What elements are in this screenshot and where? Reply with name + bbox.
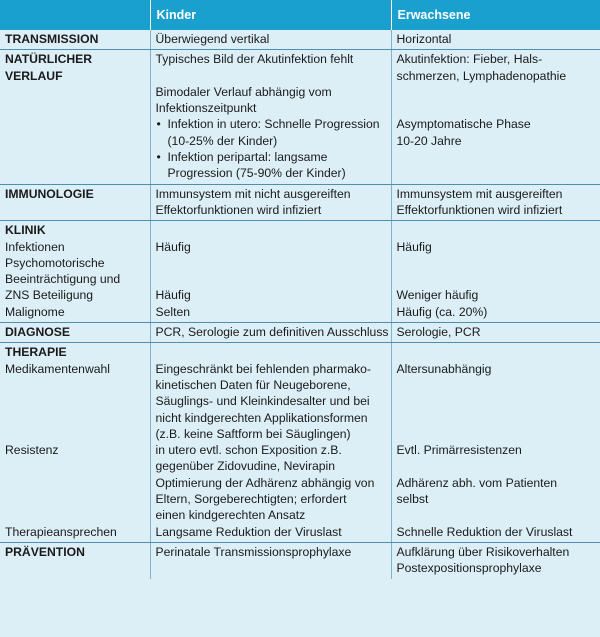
cell-text: kinetischen Daten für Neugeborene,: [155, 377, 351, 392]
sub-label: Psychomotorische: [5, 255, 105, 270]
erwachsene-cell: [391, 50, 600, 184]
cell-text: Eingeschränkt bei fehlenden pharmako-: [155, 361, 371, 376]
cell-text: (z.B. keine Saftform bei Säuglingen): [155, 426, 351, 441]
cell-text: Postexpositionsprophylaxe: [396, 561, 542, 576]
cell-text: einen kindgerechten Ansatz: [155, 508, 306, 523]
cell-text: Progression (75-90% der Kinder): [167, 166, 346, 181]
kinder-cell: [150, 50, 391, 184]
erwachsene-cell: [391, 542, 600, 578]
cell-text: gegenüber Zidovudine, Nevirapin: [155, 459, 336, 474]
cell-text: Aufklärung über Risikoverhalten: [396, 544, 570, 559]
label-cell: [0, 50, 150, 184]
label-cell: [0, 221, 150, 323]
cell-text: Optimierung der Adhärenz abhängig von: [155, 475, 375, 490]
cell-text: Säuglings- und Kleinkindesalter und bei: [155, 394, 370, 409]
cell-text: PCR, Serologie zum definitiven Ausschluss: [155, 325, 389, 340]
section-label: THERAPIE: [5, 345, 67, 360]
cell-text: Häufig: [396, 239, 432, 254]
header-empty: [0, 0, 150, 30]
cell-text: Altersunabhängig: [396, 361, 492, 376]
section-label: PRÄVENTION: [5, 544, 85, 559]
sub-label: Beeinträchtigung und: [5, 272, 121, 287]
cell-text: Bimodaler Verlauf abhängig vom: [155, 84, 332, 99]
cell-text: Häufig: [155, 239, 191, 254]
cell-text: Infektionszeitpunkt: [155, 101, 257, 116]
row-transmission: [0, 30, 600, 50]
kinder-cell: [150, 542, 391, 578]
cell-text: Typisches Bild der Akutinfektion fehlt: [155, 52, 354, 67]
sub-label: Therapieansprechen: [5, 524, 117, 539]
bullet-item: • Infektion peripartal: langsame: [156, 149, 387, 165]
kinder-cell: [150, 323, 391, 343]
cell-text: Akutinfektion: Fieber, Hals-: [396, 52, 543, 67]
section-label: TRANSMISSION: [5, 32, 99, 46]
cell-text: Eltern, Sorgeberechtigten; erfordert: [155, 492, 347, 507]
row-verlauf: [0, 50, 600, 184]
section-label: NATÜRLICHER VERLAUF: [5, 52, 93, 83]
cell-text: schmerzen, Lymphadenopathie: [396, 68, 567, 83]
cell-text: Häufig: [155, 288, 191, 303]
row-therapie: [0, 343, 600, 543]
erwachsene-cell: [391, 30, 600, 50]
cell-text: Perinatale Transmissionsprophylaxe: [155, 544, 352, 559]
cell-text: Überwiegend vertikal: [155, 32, 270, 46]
cell-text: Selten: [155, 304, 191, 319]
section-label: KLINIK: [5, 223, 46, 238]
header-kinder: Kinder: [150, 0, 391, 30]
cell-text: nicht kindgerechten Applikationsformen: [155, 410, 368, 425]
cell-text: Adhärenz abh. vom Patienten: [396, 475, 558, 490]
kinder-cell: [150, 343, 391, 543]
cell-text: Horizontal: [396, 32, 452, 46]
cell-text: Effektorfunktionen wird infiziert: [155, 202, 322, 217]
cell-text: Immunsystem mit nicht ausgereiften: [155, 186, 351, 201]
cell-text: Langsame Reduktion der Viruslast: [155, 524, 342, 539]
kinder-cell: [150, 30, 391, 50]
section-label: DIAGNOSE: [5, 325, 71, 340]
kinder-cell: [150, 221, 391, 323]
sub-label: ZNS Beteiligung: [5, 288, 94, 303]
label-cell: [0, 323, 150, 343]
erwachsene-cell: [391, 323, 600, 343]
row-diagnose: [0, 323, 600, 343]
label-cell: [0, 30, 150, 50]
cell-text: Immunsystem mit ausgereiften: [396, 186, 563, 201]
erwachsene-cell: [391, 343, 600, 543]
bullet-item: • Infektion in utero: Schnelle Progression: [156, 116, 387, 132]
erwachsene-cell: [391, 184, 600, 221]
cell-text: Asymptomatische Phase: [396, 117, 531, 132]
kinder-cell: [150, 184, 391, 221]
label-cell: [0, 343, 150, 543]
sub-label: Medikamentenwahl: [5, 361, 111, 376]
label-cell: [0, 542, 150, 578]
label-cell: [0, 184, 150, 221]
header-erwachsene: Erwachsene: [391, 0, 600, 30]
cell-text: Weniger häufig: [396, 288, 479, 303]
cell-text: Effektorfunktionen wird infiziert: [396, 202, 563, 217]
sub-label: Malignome: [5, 304, 65, 319]
section-label: IMMUNOLOGIE: [5, 186, 94, 201]
row-praevention: [0, 542, 600, 578]
row-immunologie: [0, 184, 600, 221]
header-row: [0, 0, 600, 30]
cell-text: in utero evtl. schon Exposition z.B.: [155, 443, 342, 458]
cell-text: Schnelle Reduktion der Viruslast: [396, 524, 573, 539]
cell-text: (10-25% der Kinder): [167, 133, 278, 148]
sub-label: Infektionen: [5, 239, 65, 254]
cell-text: Serologie, PCR: [396, 325, 481, 340]
sub-label: Resistenz: [5, 443, 59, 458]
cell-text: Evtl. Primärresistenzen: [396, 443, 522, 458]
cell-text: 10-20 Jahre: [396, 133, 462, 148]
cell-text: selbst: [396, 492, 429, 507]
erwachsene-cell: [391, 221, 600, 323]
cell-text: Häufig (ca. 20%): [396, 304, 488, 319]
row-klinik: [0, 221, 600, 323]
